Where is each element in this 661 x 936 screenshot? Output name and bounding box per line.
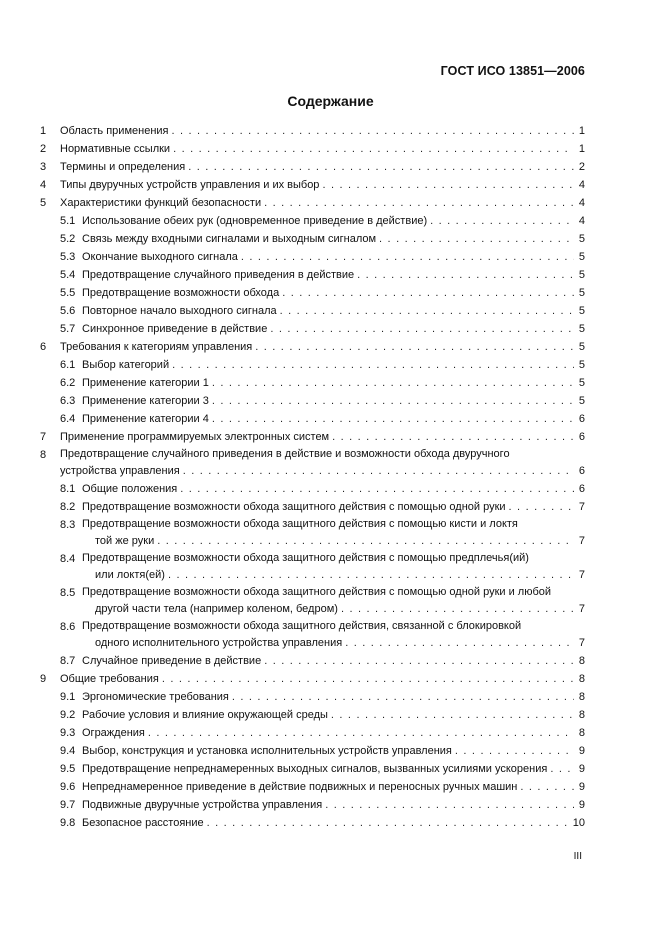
toc-entry-page: 5 [578, 269, 585, 281]
toc-entry-page: 5 [578, 377, 585, 389]
toc-entry-page: 7 [578, 535, 585, 547]
toc-entry[interactable] [40, 618, 585, 652]
toc-entry-title: Безопасное расстояние [82, 817, 204, 829]
toc-entry-number: 5.5 [60, 287, 76, 299]
toc-entry-page: 8 [578, 727, 585, 739]
toc-entry-page: 9 [578, 745, 585, 757]
toc-entry-number: 5.2 [60, 233, 76, 245]
toc-entry-page: 9 [578, 781, 585, 793]
toc-entry-number: 1 [40, 125, 47, 137]
toc-entry-title: Термины и определения [60, 161, 186, 173]
toc-entry-number: 9.2 [60, 709, 76, 721]
dot-leader [241, 248, 574, 266]
toc-entry-page: 10 [572, 817, 585, 829]
dot-leader [157, 533, 574, 550]
toc-entry[interactable] [40, 248, 585, 266]
dot-leader [331, 706, 574, 724]
toc-entry-number: 3 [40, 161, 47, 173]
toc-entry-page: 6 [578, 465, 585, 477]
dot-leader [282, 284, 574, 302]
dot-leader [520, 778, 574, 796]
dot-leader [180, 480, 574, 498]
dot-leader [232, 688, 574, 706]
toc-entry[interactable] [40, 194, 585, 212]
dot-leader [357, 266, 574, 284]
toc-entry-number: 6 [40, 341, 47, 353]
toc-entry-number: 4 [40, 179, 47, 191]
toc-entry-page: 8 [578, 673, 585, 685]
toc-entry[interactable] [40, 230, 585, 248]
toc-entry[interactable] [40, 302, 585, 320]
toc-entry-page: 2 [578, 161, 585, 173]
toc-entry-page: 5 [578, 323, 585, 335]
toc-entry-page: 7 [578, 637, 585, 649]
toc-entry-number: 9.8 [60, 817, 76, 829]
toc-entry-title: Рабочие условия и влияние окружающей среды [82, 709, 328, 721]
toc-entry-title: той же руки [95, 535, 155, 547]
dot-leader [325, 796, 574, 814]
toc-entry-page: 8 [578, 691, 585, 703]
dot-leader [270, 320, 574, 338]
dot-leader [255, 338, 574, 356]
toc-entry-page: 6 [578, 413, 585, 425]
toc-entry-title-line: Предотвращение возможности обхода защитного действия с помощью одной руки и любой [82, 586, 552, 598]
dot-leader [280, 302, 574, 320]
dot-leader [322, 176, 574, 194]
toc-entry-number: 9.5 [60, 763, 76, 775]
toc-entry-page: 5 [578, 305, 585, 317]
toc-entry-page: 9 [578, 799, 585, 811]
toc-entry-page: 8 [578, 655, 585, 667]
toc-entry-title-line: Предотвращение случайного приведения в действие и возможности обхода двуручного [60, 448, 510, 460]
toc-entry[interactable] [40, 212, 585, 230]
toc-entry-number: 8.3 [60, 519, 76, 531]
toc-entry-title: Связь между входными сигналами и выходным сигналом [82, 233, 377, 245]
toc-entry-page: 1 [578, 125, 585, 137]
toc-entry-title: Окончание выходного сигнала [82, 251, 238, 263]
toc-entry-number: 8 [40, 449, 47, 461]
toc-entry[interactable] [40, 796, 585, 814]
table-of-contents [40, 122, 585, 832]
toc-entry-page: 8 [578, 709, 585, 721]
dot-leader [172, 356, 574, 374]
dot-leader [183, 463, 574, 480]
toc-entry-page: 4 [578, 215, 585, 227]
toc-entry-page: 7 [578, 501, 585, 513]
toc-entry-title: Применение категории 4 [82, 413, 209, 425]
toc-entry-number: 9.4 [60, 745, 76, 757]
toc-entry-number: 7 [40, 431, 47, 443]
page-number: III [573, 851, 582, 862]
dot-leader [148, 724, 574, 742]
toc-title: Содержание [287, 93, 374, 109]
toc-entry-number: 2 [40, 143, 47, 155]
toc-entry-page: 5 [578, 341, 585, 353]
toc-entry-title: Общие положения [82, 483, 178, 495]
toc-entry[interactable] [40, 814, 585, 832]
toc-entry-number: 6.4 [60, 413, 76, 425]
toc-entry-title: Эргономические требования [82, 691, 229, 703]
toc-entry-title: Повторное начало выходного сигнала [82, 305, 277, 317]
toc-entry-title: Применение категории 1 [82, 377, 209, 389]
dot-leader [455, 742, 574, 760]
document-id: ГОСТ ИСО 13851—2006 [440, 64, 585, 78]
toc-entry[interactable] [40, 158, 585, 176]
dot-leader [212, 374, 574, 392]
toc-entry-title: Область применения [60, 125, 169, 137]
toc-entry-number: 5.4 [60, 269, 76, 281]
toc-entry[interactable] [40, 140, 585, 158]
toc-entry[interactable] [40, 688, 585, 706]
toc-entry-page: 4 [578, 179, 585, 191]
dot-leader [509, 498, 574, 516]
dot-leader [162, 670, 574, 688]
toc-entry-title: одного исполнительного устройства управления [95, 637, 343, 649]
toc-entry-title-line: Предотвращение возможности обхода защитного действия с помощью предплечья(ий) [82, 552, 529, 564]
toc-entry-page: 5 [578, 233, 585, 245]
toc-entry-number: 9.3 [60, 727, 76, 739]
toc-entry-number: 9 [40, 673, 47, 685]
toc-entry[interactable] [40, 266, 585, 284]
dot-leader [188, 158, 574, 176]
toc-entry-number: 5.7 [60, 323, 76, 335]
toc-entry-title-line: Предотвращение возможности обхода защитного действия с помощью кисти и локтя [82, 518, 518, 530]
toc-entry-number: 5.3 [60, 251, 76, 263]
toc-entry[interactable] [40, 374, 585, 392]
toc-entry-number: 5 [40, 197, 47, 209]
toc-entry-title: Предотвращение возможности обхода [82, 287, 280, 299]
toc-entry-page: 5 [578, 251, 585, 263]
toc-entry-title: Характеристики функций безопасности [60, 197, 262, 209]
toc-entry-title: Случайное приведение в действие [82, 655, 262, 667]
toc-entry[interactable] [40, 446, 585, 480]
toc-entry-title: или локтя(ей) [95, 569, 165, 581]
toc-entry-title: Типы двуручных устройств управления и их выбор [60, 179, 320, 191]
toc-entry-number: 6.2 [60, 377, 76, 389]
dot-leader [345, 635, 574, 652]
dot-leader [207, 814, 570, 832]
toc-entry-title-line: Предотвращение возможности обхода защитного действия, связанной с блокировкой [82, 620, 522, 632]
toc-entry[interactable] [40, 516, 585, 550]
toc-entry[interactable] [40, 338, 585, 356]
toc-entry-title: другой части тела (например коленом, бедром) [95, 603, 338, 615]
dot-leader [212, 392, 574, 410]
toc-entry-title: Применение категории 3 [82, 395, 209, 407]
toc-entry-number: 9.7 [60, 799, 76, 811]
dot-leader [264, 652, 574, 670]
toc-entry[interactable] [40, 320, 585, 338]
toc-entry-title: Выбор, конструкция и установка исполнительных устройств управления [82, 745, 452, 757]
dot-leader [341, 601, 574, 618]
toc-entry-title: Требования к категориям управления [60, 341, 253, 353]
toc-entry-title: Подвижные двуручные устройства управления [82, 799, 323, 811]
toc-entry[interactable] [40, 284, 585, 302]
toc-entry-title: Предотвращение непреднамеренных выходных сигналов, вызванных усилиями ускорения [82, 763, 548, 775]
toc-entry-title: Применение программируемых электронных систем [60, 431, 330, 443]
toc-entry[interactable] [40, 742, 585, 760]
toc-entry-number: 8.7 [60, 655, 76, 667]
dot-leader [264, 194, 574, 212]
toc-entry[interactable] [40, 480, 585, 498]
dot-leader [379, 230, 574, 248]
toc-entry-title: Общие требования [60, 673, 159, 685]
toc-entry-page: 5 [578, 395, 585, 407]
toc-entry[interactable] [40, 724, 585, 742]
toc-entry[interactable] [40, 778, 585, 796]
toc-entry-number: 8.4 [60, 553, 76, 565]
toc-entry-page: 1 [578, 143, 585, 155]
toc-entry-title: Предотвращение возможности обхода защитного действия с помощью одной руки [82, 501, 506, 513]
toc-entry-title: Выбор категорий [82, 359, 170, 371]
dot-leader [430, 212, 574, 230]
toc-entry-number: 8.6 [60, 621, 76, 633]
toc-entry-page: 6 [578, 483, 585, 495]
toc-entry-number: 5.6 [60, 305, 76, 317]
toc-entry-page: 6 [578, 431, 585, 443]
toc-entry[interactable] [40, 428, 585, 446]
toc-entry[interactable] [40, 498, 585, 516]
dot-leader [212, 410, 574, 428]
toc-entry-title: Использование обеих рук (одновременное приведение в действие) [82, 215, 428, 227]
toc-entry[interactable] [40, 550, 585, 584]
toc-entry[interactable] [40, 760, 585, 778]
dot-leader [332, 428, 574, 446]
toc-entry-page: 9 [578, 763, 585, 775]
toc-entry[interactable] [40, 392, 585, 410]
toc-entry-number: 8.5 [60, 587, 76, 599]
toc-entry-number: 6.1 [60, 359, 76, 371]
toc-entry[interactable] [40, 706, 585, 724]
toc-entry-page: 5 [578, 287, 585, 299]
toc-entry-title: Нормативные ссылки [60, 143, 171, 155]
dot-leader [172, 122, 575, 140]
toc-entry-number: 8.2 [60, 501, 76, 513]
toc-entry-number: 5.1 [60, 215, 76, 227]
toc-entry-number: 8.1 [60, 483, 76, 495]
toc-entry-page: 4 [578, 197, 585, 209]
dot-leader [173, 140, 574, 158]
toc-entry-title: Непреднамеренное приведение в действие подвижных и переносных ручных машин [82, 781, 518, 793]
toc-entry[interactable] [40, 584, 585, 618]
toc-entry[interactable] [40, 176, 585, 194]
toc-entry-title: Предотвращение случайного приведения в действие [82, 269, 355, 281]
toc-entry[interactable] [40, 122, 585, 140]
toc-entry-page: 7 [578, 569, 585, 581]
toc-entry[interactable] [40, 670, 585, 688]
toc-entry-number: 9.1 [60, 691, 76, 703]
toc-entry-page: 5 [578, 359, 585, 371]
toc-entry-title: устройства управления [60, 465, 180, 477]
toc-entry-title: Ограждения [82, 727, 145, 739]
toc-entry[interactable] [40, 652, 585, 670]
toc-entry-title: Синхронное приведение в действие [82, 323, 268, 335]
dot-leader [168, 567, 574, 584]
toc-entry-page: 7 [578, 603, 585, 615]
toc-entry-number: 6.3 [60, 395, 76, 407]
dot-leader [550, 760, 574, 778]
toc-entry-number: 9.6 [60, 781, 76, 793]
toc-entry[interactable] [40, 356, 585, 374]
toc-entry[interactable] [40, 410, 585, 428]
